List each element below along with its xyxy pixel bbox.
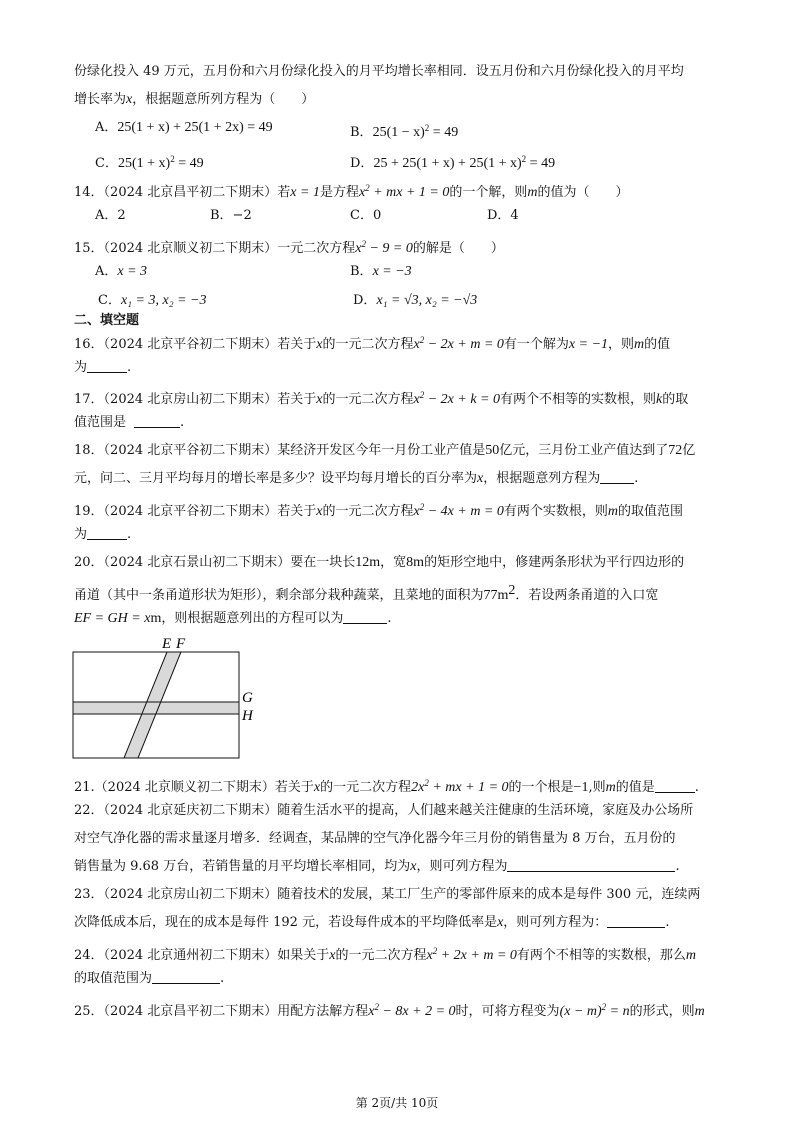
stem-text: 19．（2024 北京平谷初二下期末）若关于 <box>74 504 317 519</box>
option-label: C． <box>98 293 121 308</box>
q17-line2 <box>74 415 184 431</box>
eq-part: x <box>368 1004 375 1019</box>
stem-text: 15．（2024 北京顺义初二下期末）一元二次方程 <box>74 241 356 256</box>
option-equation <box>373 156 555 171</box>
q17-line1 <box>74 387 688 408</box>
eq-exponent: 2 <box>424 778 429 788</box>
stem-text: ，根据题意列方程为 <box>483 471 601 486</box>
stem-unit: m <box>413 555 425 570</box>
stem-var: x <box>497 915 504 930</box>
section-title: 二、填空题 <box>74 313 140 328</box>
stem-var: m <box>634 337 645 352</box>
q13-var: x <box>126 92 133 107</box>
stem-var: x <box>329 948 336 963</box>
stem-text: 时，可将方程变为 <box>455 1004 560 1019</box>
stem-var: k <box>656 392 663 407</box>
label-h: H <box>242 708 253 724</box>
stem-text: ，则可列方程为 <box>416 859 508 874</box>
label-g: G <box>242 690 253 706</box>
q21-line <box>74 775 699 796</box>
stem-var: m <box>605 780 616 795</box>
eq-part: + mx + 1 = 0 <box>428 780 509 795</box>
answer-blank[interactable] <box>655 780 695 793</box>
q13-line1: 份绿化投入 49 万元，五月份和六月份绿化投入的月平均增长率相同．设五月份和六月份绿化投入的月平均 <box>74 64 684 79</box>
option-equation: x = −3 <box>372 264 412 279</box>
q15-stem <box>74 236 504 257</box>
eq-part: = 49 <box>526 156 556 171</box>
stem-text: 的形式，则 <box>629 1004 695 1019</box>
q13-line2 <box>74 92 314 108</box>
q13-line2-tail: ，根据题意所列方程为（ ） <box>132 92 315 107</box>
eq-exponent: 2 <box>419 335 425 345</box>
stem-text: 销售量为 9.68 万台，若销售量的月平均增长率相同，均为 <box>74 859 411 874</box>
stem-math: x = −1 <box>568 337 609 352</box>
stem-text: 的取 <box>662 392 689 407</box>
eq-exponent: 2 <box>419 502 425 512</box>
eq-exponent: 2 <box>508 583 516 598</box>
eq-part: x <box>413 504 420 519</box>
stem-text: . <box>127 360 132 375</box>
answer-blank[interactable] <box>607 915 665 928</box>
eq-part: x <box>413 392 420 407</box>
option-label: B． <box>350 125 373 140</box>
q14-option-d: D．4 <box>487 208 519 223</box>
stem-text: ，则根据题意列出的方程可以为 <box>161 611 344 626</box>
q15-option-a <box>95 264 147 280</box>
stem-text: 的一个根是 <box>508 780 574 795</box>
stem-text: 值范围是 <box>74 415 127 430</box>
q14-option-b: B．−2 <box>210 208 252 223</box>
q20-line2 <box>74 583 658 604</box>
stem-text: . <box>634 471 639 486</box>
eq-part: = 49 <box>429 125 459 140</box>
stem-text: 的一元二次方程 <box>322 392 414 407</box>
eq-exponent: 2 <box>365 183 370 193</box>
stem-number: 72 <box>668 443 683 458</box>
eq-part: 25 + 25(1 + x) + 25(1 + x) <box>373 156 522 171</box>
q24-line2 <box>74 971 224 987</box>
stem-text: ，宽 <box>380 555 407 570</box>
q15-option-d <box>353 293 477 309</box>
stem-text: 的值 <box>644 337 671 352</box>
answer-blank[interactable] <box>134 415 180 428</box>
stem-text: 的值是 <box>615 780 655 795</box>
stem-var: m <box>527 185 538 200</box>
stem-var: x <box>410 859 417 874</box>
q18-line2 <box>74 471 638 487</box>
q14-option-a: A．2 <box>95 208 126 223</box>
q22-line1: 22．（2024 北京延庆初二下期末）随着生活水平的提高，人们越来越关注健康的生活环境，家庭及办公场所 <box>74 803 694 818</box>
eq-exponent: 2 <box>601 1002 607 1012</box>
q19-line2 <box>74 527 131 543</box>
stem-text: 是方程 <box>319 185 359 200</box>
stem-var: x <box>316 392 323 407</box>
answer-blank[interactable] <box>87 360 127 373</box>
eq-part: x <box>413 337 420 352</box>
stem-var: x <box>316 337 323 352</box>
stem-text: . <box>127 527 132 542</box>
q19-line1 <box>74 499 683 520</box>
option-label: C． <box>95 156 118 171</box>
stem-text: 的矩形空地中，修建两条形状为平行四边形的 <box>424 555 685 570</box>
eq-exponent: 2 <box>424 123 430 133</box>
option-label: D． <box>350 156 374 171</box>
eq-part: 25(1 + x) <box>117 156 171 171</box>
label-e: E <box>162 636 172 652</box>
stem-text: 有两个不相等的实数根，则 <box>500 392 657 407</box>
eq-exponent: 2 <box>374 1002 379 1012</box>
stem-var: x <box>313 780 321 795</box>
option-label: A． <box>95 264 118 279</box>
stem-var: m <box>685 948 697 963</box>
eq-part: 2x <box>411 780 425 795</box>
stem-math: EF = GH = x <box>74 611 151 626</box>
eq-part: = 49 <box>174 156 204 171</box>
stem-text: 18．（2024 北京平谷初二下期末）某经济开发区今年一月份工业产值是 <box>74 443 486 458</box>
eq-exponent: 2 <box>170 154 175 164</box>
stem-text: 为 <box>74 527 88 542</box>
q13-option-c <box>95 151 204 172</box>
stem-text: 有一个解为 <box>503 337 569 352</box>
page-number: 第 2页/共 10页 <box>355 1096 439 1110</box>
q15-option-c <box>98 293 206 309</box>
stem-text: 的一元二次方程 <box>320 780 412 795</box>
stem-text: 的解是（ ） <box>412 241 504 256</box>
stem-text: 亿 <box>682 443 696 458</box>
option-label: B． <box>350 264 373 279</box>
eq-part: x <box>358 185 366 200</box>
stem-text: . <box>180 415 185 430</box>
stem-var: x <box>316 504 323 519</box>
stem-text: 14．（2024 北京昌平初二下期末）若 <box>74 185 291 200</box>
option-label: D． <box>353 293 377 308</box>
stem-number: 12 <box>355 555 370 570</box>
label-f: F <box>176 636 186 652</box>
stem-text: . <box>387 611 392 626</box>
stem-text: 16．（2024 北京平谷初二下期末）若关于 <box>74 337 317 352</box>
stem-text: 有两个实数根，则 <box>503 504 608 519</box>
stem-text: ，则可列方程为： <box>503 915 608 930</box>
stem-text: 为 <box>74 360 88 375</box>
answer-blank[interactable] <box>507 859 675 872</box>
eq-part: − 8x + 2 = 0 <box>378 1004 456 1019</box>
option-equation: x = 3 <box>117 264 148 279</box>
answer-blank[interactable] <box>152 971 220 984</box>
q20-line1 <box>74 555 684 571</box>
eq-part: (x − m) <box>559 1004 602 1019</box>
stem-text: 有两个不相等的实数根，那么 <box>516 948 686 963</box>
stem-text: ,则 <box>588 780 606 795</box>
stem-text: 亿元，三月份工业产值达到了 <box>499 443 669 458</box>
stem-text: 24．（2024 北京通州初二下期末）如果关于 <box>74 948 330 963</box>
stem-math: x = 1 <box>290 185 320 200</box>
stem-text: . <box>220 971 225 986</box>
stem-text: 20．（2024 北京石景山初二下期末）要在一块长 <box>74 555 356 570</box>
eq-part: + mx + 1 = 0 <box>369 185 450 200</box>
stem-text: 25．（2024 北京昌平初二下期末）用配方法解方程 <box>74 1004 369 1019</box>
eq-exponent: 2 <box>432 946 438 956</box>
option-equation <box>118 156 204 171</box>
q20-line3 <box>74 611 391 627</box>
stem-text: 17．（2024 北京房山初二下期末）若关于 <box>74 392 317 407</box>
q24-line1 <box>74 943 696 964</box>
stem-text: . <box>675 859 680 874</box>
stem-number: 8 <box>406 555 414 570</box>
stem-math: −1 <box>573 780 589 795</box>
stem-text: 21.（2024 北京顺义初二下期末）若关于 <box>74 780 314 795</box>
answer-blank[interactable] <box>600 471 634 484</box>
option-label: A． <box>95 120 118 135</box>
q16-line2 <box>74 360 131 376</box>
eq-part: − 9 = 0 <box>365 241 413 256</box>
q23-line1: 23．（2024 北京房山初二下期末）随着技术的发展，某工厂生产的零部件原来的成本是每件 300 元，连续两 <box>74 887 701 902</box>
eq-part: = n <box>606 1004 630 1019</box>
option-equation: x₁ = √3, x₂ = −√3 <box>376 293 478 308</box>
stem-text: 次降低成本后，现在的成本是每件 192 元，若设每件成本的平均降低率是 <box>74 915 498 930</box>
stem-var: x <box>477 471 484 486</box>
q25-line1 <box>74 999 705 1020</box>
q14-stem <box>74 180 629 201</box>
stem-unit: m <box>150 611 162 626</box>
stem-text: ，则 <box>608 337 635 352</box>
q13-option-a <box>95 120 273 136</box>
q13-line2-text: 增长率为 <box>74 92 127 107</box>
eq-part: − 2x + k = 0 <box>424 392 500 407</box>
stem-text: 甬道（其中一条甬道形状为矩形），剩余部分栽种蔬菜，且菜地的面积为 <box>74 588 484 603</box>
stem-text: 元，问二、三月平均每月的增长率是多少？设平均每月增长的百分率为 <box>74 471 478 486</box>
q23-line2 <box>74 915 669 931</box>
option-equation <box>373 125 459 140</box>
eq-part: 25(1 − x) <box>372 125 425 140</box>
stem-var: m <box>694 1004 705 1019</box>
answer-blank[interactable] <box>343 611 387 624</box>
q13-option-b <box>350 120 458 141</box>
q18-line1 <box>74 443 695 459</box>
q20-figure <box>68 634 268 764</box>
eq-part: x <box>426 948 433 963</box>
stem-text: 的一元二次方程 <box>322 337 414 352</box>
stem-number: 50 <box>485 443 500 458</box>
q15-option-b <box>350 264 412 280</box>
q13-option-d <box>350 151 555 172</box>
q22-line2: 对空气净化器的需求量逐月增多．经调查，某品牌的空气净化器今年三月份的销售量为 8 万台，五月份的 <box>74 831 676 846</box>
stem-math: 77m <box>483 588 509 603</box>
stem-text: 的一个解，则 <box>449 185 528 200</box>
eq-part: + 2x + m = 0 <box>437 948 517 963</box>
stem-text: 的一元二次方程 <box>322 504 414 519</box>
stem-text: . <box>665 915 670 930</box>
option-equation: 25(1 + x) + 25(1 + 2x) = 49 <box>117 120 273 135</box>
stem-var: m <box>607 504 619 519</box>
eq-exponent: 2 <box>521 154 527 164</box>
eq-part: − 2x + m = 0 <box>424 337 504 352</box>
stem-text: 的一元二次方程 <box>335 948 427 963</box>
eq-exponent: 2 <box>361 239 366 249</box>
stem-text: . <box>694 780 699 795</box>
stem-text: 的取值范围 <box>618 504 684 519</box>
option-equation: x₁ = 3, x₂ = −3 <box>120 293 207 308</box>
answer-blank[interactable] <box>87 527 127 540</box>
stem-text: ．若设两条甬道的入口宽 <box>515 588 659 603</box>
stem-unit: m <box>369 555 381 570</box>
eq-exponent: 2 <box>419 390 425 400</box>
stem-text: 的值为（ ） <box>537 185 629 200</box>
stem-text: 的取值范围为 <box>74 971 153 986</box>
eq-part: x <box>355 241 362 256</box>
q16-line1 <box>74 332 670 353</box>
eq-part: − 4x + m = 0 <box>424 504 504 519</box>
q22-line3 <box>74 859 680 875</box>
q14-option-c: C．0 <box>350 208 382 223</box>
